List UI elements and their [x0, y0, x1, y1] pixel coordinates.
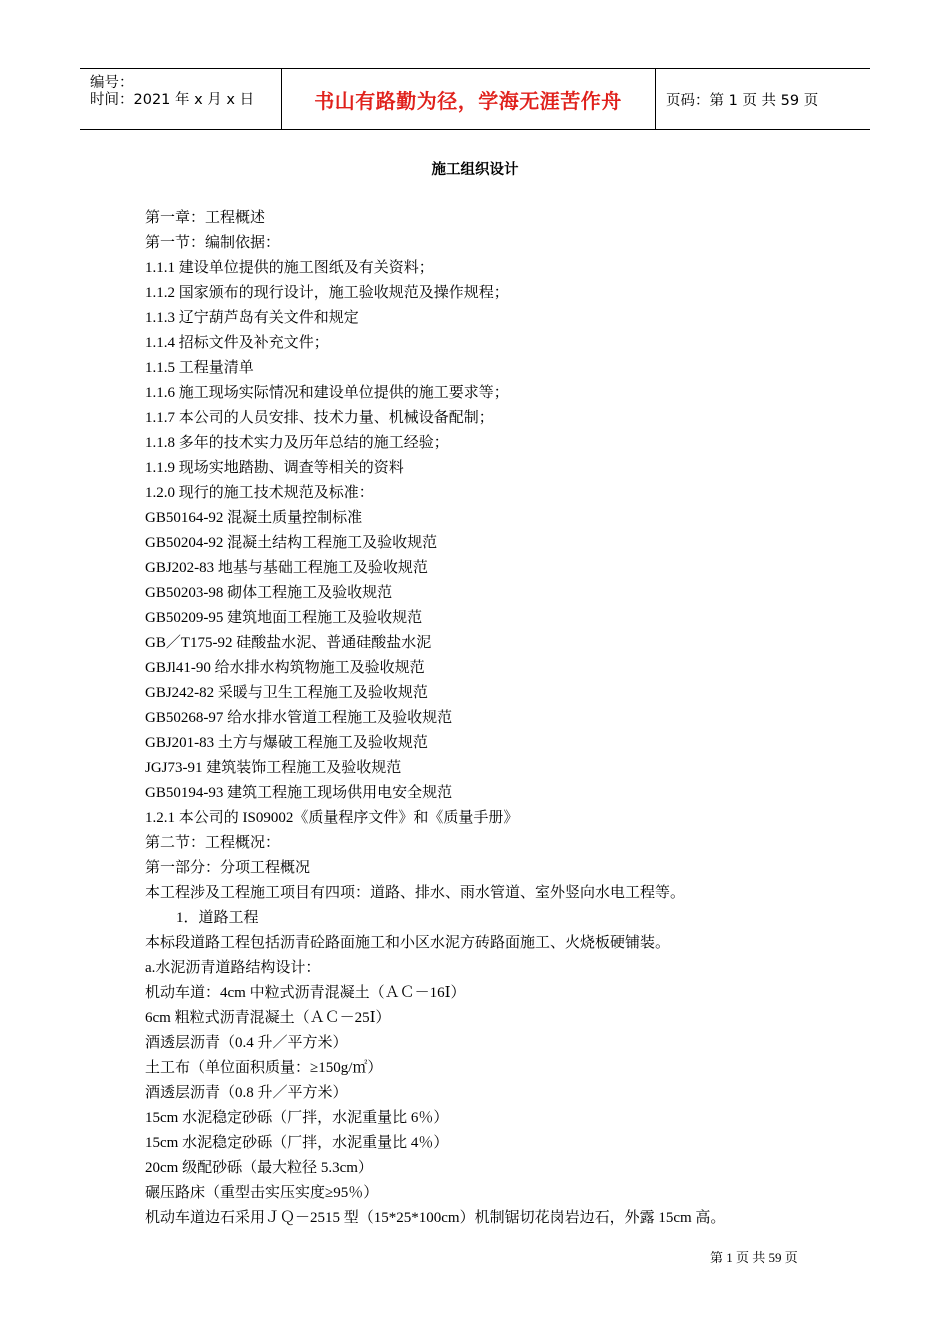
text-line: 1.1.6 施工现场实际情况和建设单位提供的施工要求等； — [145, 385, 509, 401]
text-line: 碾压路床（重型击实压实度≥95％） — [145, 1185, 379, 1201]
text-line: 第一章：工程概述 — [145, 210, 266, 226]
text-line: 1.1.1 建设单位提供的施工图纸及有关资料； — [145, 260, 434, 276]
text-line: 本标段道路工程包括沥青砼路面施工和小区水泥方砖路面施工、火烧板硬铺装。 — [145, 935, 671, 951]
text-line: 6cm 粗粒式沥青混凝土（ＡＣ－25Ⅰ） — [145, 1010, 391, 1026]
text-line: 15cm 水泥稳定砂砾（厂拌，水泥重量比 4％） — [145, 1135, 449, 1151]
text-line: GB／T175-92 硅酸盐水泥、普通硅酸盐水泥 — [145, 635, 432, 651]
text-line: a.水泥沥青道路结构设计： — [145, 960, 321, 976]
text-line: 1．道路工程 — [176, 910, 259, 926]
text-line: 1.2.0 现行的施工技术规范及标准： — [145, 485, 374, 501]
document-title: 施工组织设计 — [431, 162, 519, 178]
text-line: 1.1.2 国家颁布的现行设计，施工验收规范及操作规程； — [145, 285, 509, 301]
text-line: GB50164-92 混凝土质量控制标准 — [145, 510, 363, 526]
text-line: GBJ201-83 土方与爆破工程施工及验收规范 — [145, 735, 428, 751]
text-line: GB50204-92 混凝土结构工程施工及验收规范 — [145, 535, 438, 551]
text-line: 机动车道：4cm 中粒式沥青混凝土（ＡＣ－16Ⅰ） — [145, 985, 466, 1001]
text-line: 1.1.7 本公司的人员安排、技术力量、机械设备配制； — [145, 410, 494, 426]
text-line: 酒透层沥青（0.8 升／平方米） — [145, 1085, 348, 1101]
header-motto: 书山有路勤为径，学海无涯苦作舟 — [314, 88, 622, 113]
text-line: GBJ202-83 地基与基础工程施工及验收规范 — [145, 560, 428, 576]
document-header — [80, 68, 870, 130]
text-line: 1.2.1 本公司的 IS09002《质量程序文件》和《质量手册》 — [145, 810, 519, 826]
text-line: 本工程涉及工程施工项目有四项：道路、排水、雨水管道、室外竖向水电工程等。 — [145, 885, 686, 901]
text-line: JGJ73-91 建筑装饰工程施工及验收规范 — [145, 760, 402, 776]
text-line: 第一节：编制依据： — [145, 235, 281, 251]
text-line: GBJ242-82 采暖与卫生工程施工及验收规范 — [145, 685, 428, 701]
header-page-number: 页码：第 1 页 共 59 页 — [666, 92, 819, 109]
text-line: GBJl41-90 给水排水构筑物施工及验收规范 — [145, 660, 425, 676]
text-line: GB50194-93 建筑工程施工现场供用电安全规范 — [145, 785, 453, 801]
text-line: GB50268-97 给水排水管道工程施工及验收规范 — [145, 710, 453, 726]
text-line: 1.1.5 工程量清单 — [145, 360, 254, 376]
text-line: 第二节：工程概况： — [145, 835, 281, 851]
text-line: GB50209-95 建筑地面工程施工及验收规范 — [145, 610, 423, 626]
text-line: 机动车道边石采用ＪＱ－2515 型（15*25*100cm）机制锯切花岗岩边石，外露 15cm 高。 — [145, 1210, 726, 1226]
header-motto-cell — [282, 69, 654, 129]
text-line: 20cm 级配砂砾（最大粒径 5.3cm） — [145, 1160, 373, 1176]
text-line: 第一部分：分项工程概况 — [145, 860, 311, 876]
page-footer: 第 1 页 共 59 页 — [710, 1250, 798, 1265]
text-line: GB50203-98 砌体工程施工及验收规范 — [145, 585, 393, 601]
text-line: 土工布（单位面积质量：≥150g/㎡） — [145, 1060, 383, 1076]
text-line: 1.1.3 辽宁葫芦岛有关文件和规定 — [145, 310, 359, 326]
text-line: 酒透层沥青（0.4 升／平方米） — [145, 1035, 348, 1051]
document-date: 时间：2021 年 x 月 x 日 — [90, 92, 255, 108]
text-line: 1.1.8 多年的技术实力及历年总结的施工经验； — [145, 435, 449, 451]
document-code: 编号： — [90, 75, 134, 91]
text-line: 15cm 水泥稳定砂砾（厂拌，水泥重量比 6％） — [145, 1110, 449, 1126]
document-body — [145, 206, 835, 1231]
text-line: 1.1.4 招标文件及补充文件； — [145, 335, 329, 351]
header-meta — [80, 69, 281, 129]
text-line: 1.1.9 现场实地踏勘、调查等相关的资料 — [145, 460, 404, 476]
